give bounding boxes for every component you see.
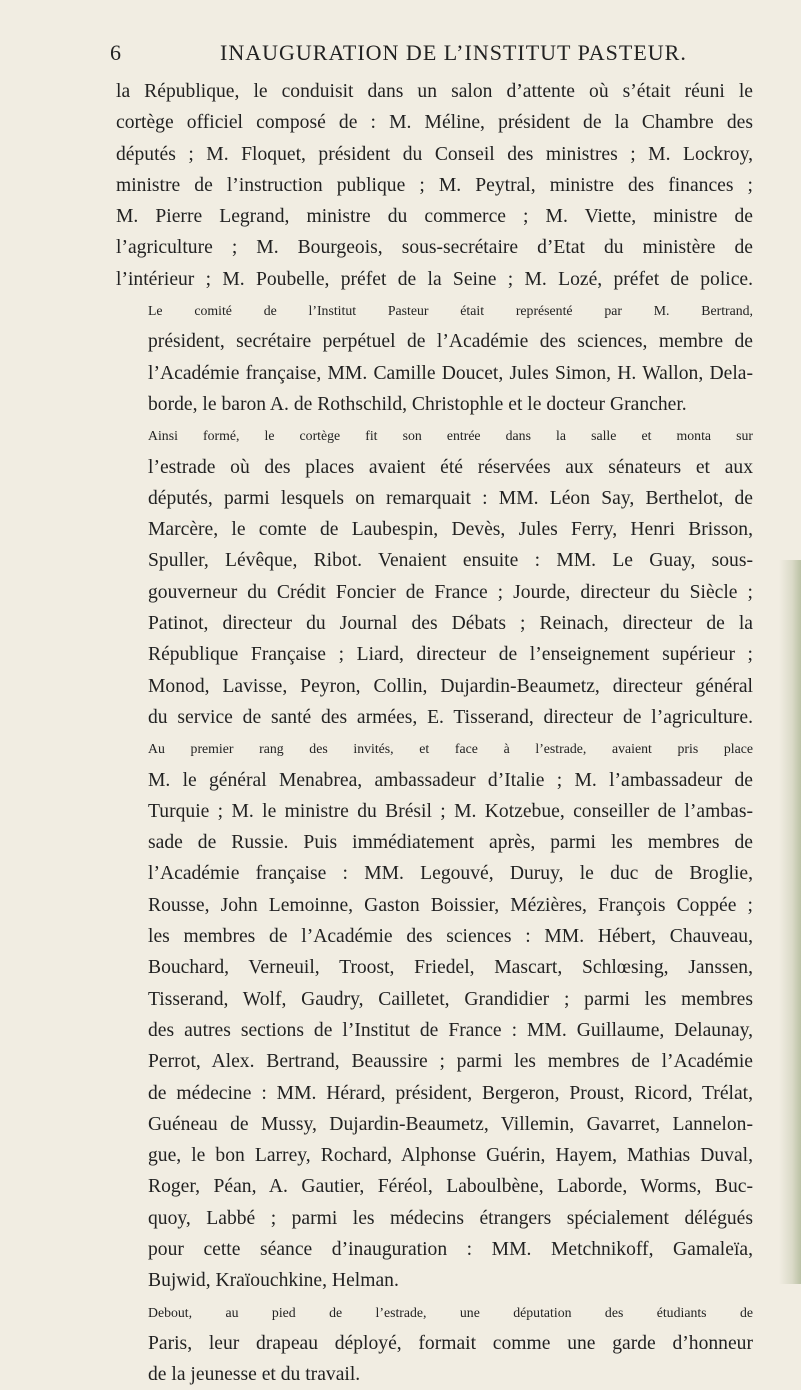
text-line: du service de santé des armées, E. Tisserand, directeur de l’agriculture. <box>148 706 753 728</box>
text-line: M. Pierre Legrand, ministre du commerce ; M. Viette, ministre de <box>116 206 753 228</box>
text-line: Bouchard, Verneuil, Troost, Friedel, Mascart, Schlœsing, Janssen, <box>148 957 753 979</box>
text-line: République Française ; Liard, directeur de l’enseignement supérieur ; <box>148 644 753 666</box>
paragraph-2 <box>116 295 753 420</box>
text-line: les membres de l’Académie des sciences : MM. Hébert, Chauveau, <box>148 926 753 948</box>
text-line: Roger, Péan, A. Gautier, Féréol, Laboulbène, Laborde, Worms, Buc- <box>148 1176 753 1198</box>
paragraph-4 <box>116 733 753 1296</box>
text-line: l’Académie française : MM. Legouvé, Duruy, le duc de Broglie, <box>148 863 753 885</box>
text-line: Paris, leur drapeau déployé, formait comme une garde d’honneur <box>148 1332 753 1354</box>
text-line: de la jeunesse et du travail. <box>148 1364 361 1386</box>
text-line: des autres sections de l’Institut de France : MM. Guillaume, Delaunay, <box>148 1019 753 1041</box>
text-line: l’intérieur ; M. Poubelle, préfet de la Seine ; M. Lozé, préfet de police. <box>116 268 753 290</box>
text-line: Perrot, Alex. Bertrand, Beaussire ; parmi les membres de l’Académie <box>148 1051 753 1073</box>
text-line: Le comité de l’Institut Pasteur était représenté par M. Bertrand, <box>148 303 753 319</box>
body-text <box>116 76 753 1390</box>
page-edge-shadow <box>779 560 801 1284</box>
text-line: Turquie ; M. le ministre du Brésil ; M. Kotzebue, conseiller de l’ambas- <box>148 800 753 822</box>
text-line: Debout, au pied de l’estrade, une députation des étudiants de <box>148 1304 753 1320</box>
paragraph-5 <box>116 1297 753 1390</box>
text-line: Spuller, Lévêque, Ribot. Venaient ensuite : MM. Le Guay, sous- <box>148 550 753 572</box>
text-line: Au premier rang des invités, et face à l’estrade, avaient pris place <box>148 741 753 757</box>
text-line: Marcère, le comte de Laubespin, Devès, Jules Ferry, Henri Brisson, <box>148 519 753 541</box>
text-line: Ainsi formé, le cortège fit son entrée dans la salle et monta sur <box>148 428 753 444</box>
text-line: Patinot, directeur du Journal des Débats ; Reinach, directeur de la <box>148 613 753 635</box>
text-line: Tisserand, Wolf, Gaudry, Cailletet, Grandidier ; parmi les membres <box>148 988 753 1010</box>
paragraph-1 <box>116 76 753 295</box>
text-line: Bujwid, Kraïouchkine, Helman. <box>148 1270 399 1292</box>
paragraph-3 <box>116 420 753 733</box>
text-line: ministre de l’instruction publique ; M. Peytral, ministre des finances ; <box>116 174 753 196</box>
text-line: députés, parmi lesquels on remarquait : MM. Léon Say, Berthelot, de <box>148 487 753 509</box>
text-line: Rousse, John Lemoinne, Gaston Boissier, Mézières, François Coppée ; <box>148 894 753 916</box>
page-number: 6 <box>110 40 122 65</box>
text-line: l’estrade où des places avaient été réservées aux sénateurs et aux <box>148 456 753 478</box>
text-line: président, secrétaire perpétuel de l’Académie des sciences, membre de <box>148 331 753 353</box>
text-line: Guéneau de Mussy, Dujardin-Beaumetz, Villemin, Gavarret, Lannelon- <box>148 1113 753 1135</box>
text-line: la République, le conduisit dans un salon d’attente où s’était réuni le <box>116 81 753 102</box>
text-line: pour cette séance d’inauguration : MM. Metchnikoff, Gamaleïa, <box>148 1238 753 1260</box>
text-line: quoy, Labbé ; parmi les médecins étrangers spécialement délégués <box>148 1207 753 1229</box>
text-line: l’agriculture ; M. Bourgeois, sous-secrétaire d’Etat du ministère de <box>116 237 753 259</box>
page-header <box>110 34 750 68</box>
text-line: Monod, Lavisse, Peyron, Collin, Dujardin-Beaumetz, directeur général <box>148 675 753 697</box>
text-line: sade de Russie. Puis immédiatement après, parmi les membres de <box>148 832 753 854</box>
text-line: de médecine : MM. Hérard, président, Bergeron, Proust, Ricord, Trélat, <box>148 1082 753 1104</box>
text-line: gue, le bon Larrey, Rochard, Alphonse Guérin, Hayem, Mathias Duval, <box>148 1145 753 1167</box>
text-line: M. le général Menabrea, ambassadeur d’Italie ; M. l’ambassadeur de <box>148 769 753 791</box>
running-title: INAUGURATION DE L’INSTITUT PASTEUR. <box>220 40 687 65</box>
text-line: gouverneur du Crédit Foncier de France ; Jourde, directeur du Siècle ; <box>148 581 753 603</box>
text-line: l’Académie française, MM. Camille Doucet, Jules Simon, H. Wallon, Dela- <box>148 362 753 384</box>
text-line: députés ; M. Floquet, président du Conseil des ministres ; M. Lockroy, <box>116 143 753 165</box>
text-line: borde, le baron A. de Rothschild, Christophle et le docteur Grancher. <box>148 393 687 415</box>
text-line: cortège officiel composé de : M. Méline, président de la Chambre des <box>116 112 753 134</box>
